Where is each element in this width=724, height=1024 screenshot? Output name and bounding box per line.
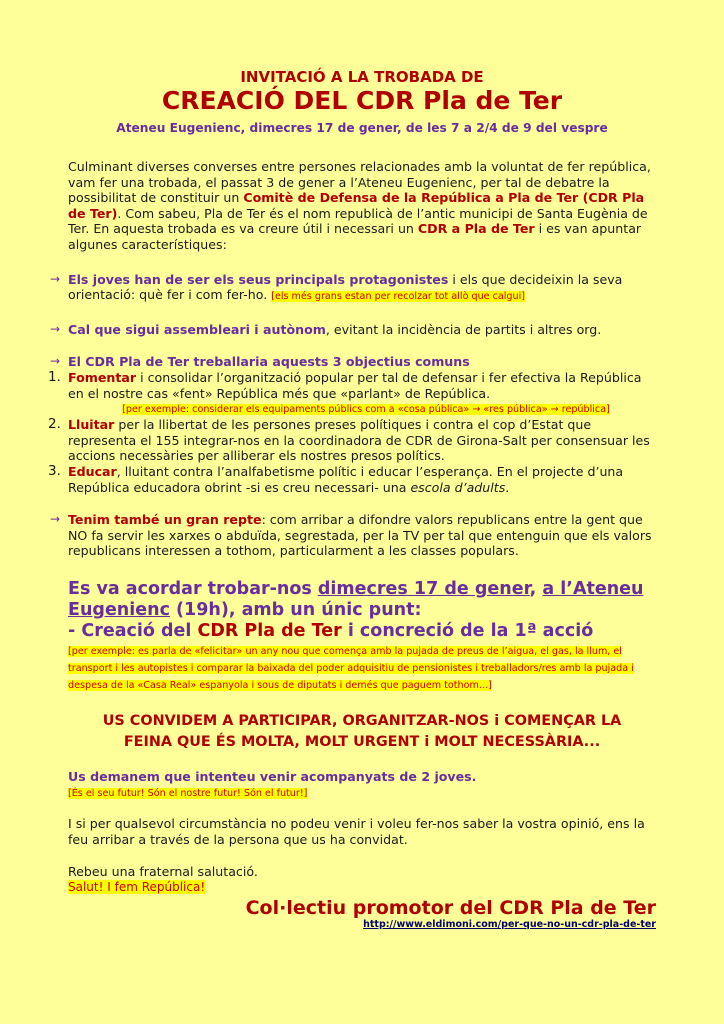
cta-line2: FEINA QUE ÉS MOLTA, MOLT URGENT i MOLT NECESSÀRIA... bbox=[123, 733, 601, 750]
objective-text: per la llibertat de les persones preses polítiques i contra el cop d’Estat que representa el 155 integrar-nos en la coordinadora de CDR de Girona-Salt per consensuar les accions necessàries per alliberar els nostres presos polítics. bbox=[68, 417, 650, 464]
list-number: 3. bbox=[48, 462, 61, 479]
arrow-right-icon: → bbox=[50, 512, 61, 527]
list-number: 1. bbox=[48, 368, 61, 385]
point-assembly-text: , evitant la incidència de partits i altres org. bbox=[325, 321, 602, 337]
agreement-red: CDR Pla de Ter bbox=[197, 620, 342, 641]
source-link[interactable]: http://www.eldimoni.com/per-que-no-un-cdr-pla-de-ter bbox=[363, 919, 656, 931]
challenge-bold: Tenim també un gran repte bbox=[68, 512, 262, 528]
agreement-text-d: - Creació del bbox=[68, 620, 198, 641]
youth-note: [És el seu futur! Són el nostre futur! Són el futur!] bbox=[68, 788, 308, 800]
objective-bold: Lluitar bbox=[68, 417, 115, 433]
page-title: CREACIÓ DEL CDR Pla de Ter bbox=[161, 86, 563, 115]
salut-row bbox=[68, 879, 656, 894]
agreement-note-row bbox=[68, 642, 656, 693]
point-youth bbox=[50, 271, 656, 305]
signature-red: CDR Pla de Ter bbox=[499, 897, 656, 920]
list-item bbox=[48, 368, 656, 417]
signature bbox=[68, 897, 656, 919]
arrow-right-icon: → bbox=[50, 321, 61, 336]
intro-text-2: . Com sabeu, Pla de Ter és el nom republicà de l’antic municipi de Santa Eugènia de Ter. En aquesta trobada es va creure útil i necessari un bbox=[68, 205, 648, 237]
point-challenge bbox=[50, 512, 656, 559]
point-assembly-bold: Cal que sigui assembleari i autònom bbox=[68, 321, 326, 337]
arrow-right-icon: → bbox=[50, 271, 61, 286]
agreement-text-b: , bbox=[529, 578, 543, 599]
intro-text-1: Culminant diverses converses entre persones relacionades amb la voluntat de fer república, vam fer una trobada, el passat 3 de gener a l’Ateneu Eugenienc, per tal de debatre la possibilitat de constituir un bbox=[68, 159, 651, 206]
point-youth-text: i els que decideixin la seva orientació: què fer i com fer-ho. bbox=[68, 271, 623, 303]
intro-red-1: Comitè de Defensa de la República a Pla de Ter (CDR Pla de Ter) bbox=[68, 190, 645, 221]
call-to-action bbox=[68, 711, 656, 753]
objective-end: . bbox=[505, 479, 510, 495]
agreement-text-c: (19h), amb un únic punt: bbox=[169, 599, 422, 620]
closing-paragraph: I si per qualsevol circumstància no podeu venir i voleu fer-nos saber la vostra opinió, ens la feu arribar a través de la persona que us ha convidat. bbox=[68, 816, 645, 848]
point-youth-note: [els més grans estan per recolzar tot allò que calgui] bbox=[271, 291, 526, 303]
youth-request: Us demanem que intenteu venir acompanyats de 2 joves. bbox=[68, 768, 477, 784]
agreement-note: [per exemple: es parla de «felicitar» un any nou que comença amb la pujada de preus de l’aigua, el gas, la llum, el transport i les autopistes i comparar la baixada del poder adquisitiu de pensionistes i treballadors/res amb la pujada i despesa de la «Casa Real» espanyola i sous de diputats i demés que paguem tothom...] bbox=[68, 645, 634, 691]
agreement-place: a l’Ateneu Eugenienc bbox=[68, 578, 644, 620]
intro-paragraph bbox=[68, 159, 656, 253]
objectives-list bbox=[48, 368, 656, 495]
cta-line1: US CONVIDEM A PARTICIPAR, ORGANITZAR-NOS i COMENÇAR LA bbox=[102, 712, 622, 729]
agreement-date: dimecres 17 de gener bbox=[317, 578, 530, 599]
signature-text: Col·lectiu promotor del bbox=[245, 897, 500, 920]
greeting: Rebeu una fraternal salutació. bbox=[68, 863, 258, 879]
agreement-text-a: Es va acordar trobar-nos bbox=[68, 578, 318, 599]
objective-bold: Fomentar bbox=[68, 369, 137, 385]
salut-text: Salut! I fem República! bbox=[68, 880, 206, 895]
agreement-text-e: i concreció de la 1ª acció bbox=[341, 620, 594, 641]
arrow-right-icon: → bbox=[50, 354, 61, 369]
point-objectives-bold: El CDR Pla de Ter treballaria aquests 3 objectius comuns bbox=[68, 354, 470, 370]
point-objectives bbox=[50, 354, 656, 370]
objective-bold: Educar bbox=[68, 463, 117, 479]
list-item bbox=[48, 416, 656, 464]
intro-red-2: CDR a Pla de Ter bbox=[417, 221, 535, 237]
objective-italic: escola d’adults bbox=[410, 479, 506, 495]
point-youth-bold: Els joves han de ser els seus principals protagonistes bbox=[68, 271, 449, 287]
agreement-block bbox=[68, 579, 656, 642]
list-item bbox=[48, 462, 656, 495]
objective-note-row bbox=[68, 401, 656, 417]
objective-note: [per exemple: considerar els equipaments públics com a «cosa pública» → «res pública» → república] bbox=[122, 404, 610, 416]
list-number: 2. bbox=[48, 416, 61, 433]
youth-note-row bbox=[68, 784, 656, 800]
objective-text: i consolidar l’organització popular per tal de defensar i fer efectiva la República en el nostre cas «fent» República més que «parlant» de República. bbox=[68, 369, 642, 401]
challenge-text: : com arribar a difondre valors republicans entre la gent que NO fa servir les xarxes o abduïda, segrestada, per la TV per tal que entenguin que els valors republicans interessen a tothom, particularment a les classes populars. bbox=[68, 512, 652, 559]
header-line1: INVITACIÓ A LA TROBADA DE bbox=[240, 68, 484, 86]
objective-text: , lluitant contra l’analfabetisme polític i educar l’esperança. En el projecte d’una República educadora obrint -si es creu necessari- una bbox=[68, 463, 624, 495]
event-details: Ateneu Eugenienc, dimecres 17 de gener, de les 7 a 2/4 de 9 del vespre bbox=[116, 121, 608, 135]
point-assembly bbox=[50, 321, 656, 338]
intro-text-3: i es van apuntar algunes característiques: bbox=[68, 221, 642, 252]
